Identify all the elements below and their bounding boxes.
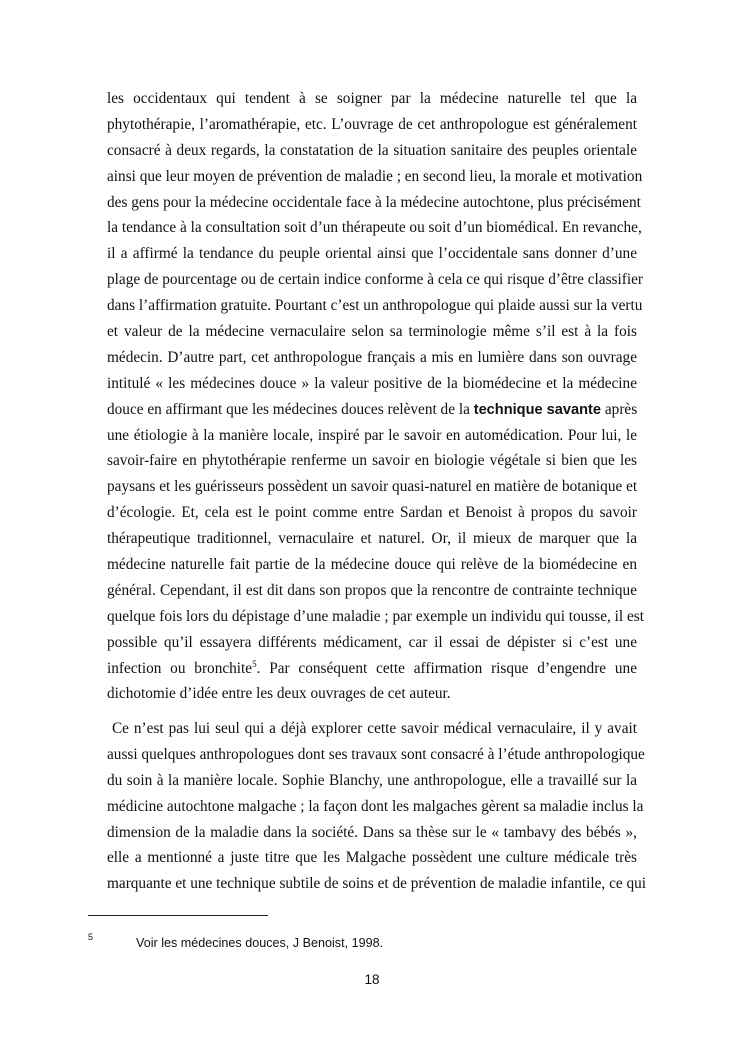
text-line: phytothérapie, l’aromathérapie, etc. L’ouvrage de cet anthropologue est généralement bbox=[107, 115, 637, 133]
text-line: des gens pour la médecine occidentale face à la médecine autochtone, plus précisément bbox=[107, 193, 641, 211]
text-line: une étiologie à la manière locale, inspiré par le savoir en automédication. Pour lui, le bbox=[107, 426, 637, 444]
text-fragment: après bbox=[604, 400, 638, 418]
text-line: Ce n’est pas lui seul qui a déjà explorer cette savoir médical vernaculaire, il y avait bbox=[107, 720, 637, 737]
text-line: médicine autochtone malgache ; la façon dont les malgaches gèrent sa maladie inclus la bbox=[107, 797, 644, 815]
text-line: quelque fois lors du dépistage d’une maladie ; par exemple un individu qui tousse, il est bbox=[107, 607, 644, 625]
text-line: plage de pourcentage ou de certain indice conforme à cela ce qui risque d’être classifier bbox=[107, 271, 643, 289]
text-fragment: douce en affirmant que les médecines douces relèvent de la bbox=[107, 400, 470, 418]
text-line: consacré à deux regards, la constatation de la situation sanitaire des peuples orientale bbox=[107, 141, 637, 159]
text-line: général. Cependant, il est dit dans son propos que la rencontre de contrainte technique bbox=[107, 581, 637, 599]
text-line: marquante et une technique subtile de soins et de prévention de maladie infantile, ce qui bbox=[107, 875, 647, 893]
text-line-with-bold bbox=[107, 397, 637, 423]
footnote-reference[interactable]: 5 bbox=[252, 658, 257, 669]
text-line: savoir-faire en phytothérapie renferme un savoir en biologie végétale si bien que les bbox=[107, 452, 637, 470]
text-line: d’écologie. Et, cela est le point comme entre Sardan et Benoist à propos du savoir bbox=[107, 504, 637, 522]
text-line: et valeur de la médecine vernaculaire selon sa terminologie même s’il est à la fois bbox=[107, 323, 637, 341]
text-line: médecine naturelle fait partie de la médecine douce qui relève de la biomédecine en bbox=[107, 556, 637, 574]
text-line-with-footnote-ref bbox=[107, 656, 637, 682]
paragraph-2 bbox=[107, 716, 647, 897]
text-line: du soin à la manière locale. Sophie Blanchy, une anthropologue, elle a travaillé sur la bbox=[107, 771, 637, 789]
text-line: la tendance à la consultation soit d’un thérapeute ou soit d’un biomédical. En revanche, bbox=[107, 219, 642, 237]
text-line: dichotomie d’idée entre les deux ouvrages de cet auteur. bbox=[107, 685, 451, 703]
page-number: 18 bbox=[364, 972, 380, 987]
text-line: ainsi que leur moyen de prévention de maladie ; en second lieu, la morale et motivation bbox=[107, 167, 643, 185]
text-line: médecin. D’autre part, cet anthropologue français a mis en lumière dans son ouvrage bbox=[107, 348, 637, 366]
footnote-text: Voir les médecines douces, J Benoist, 1998. bbox=[136, 936, 384, 950]
text-line: aussi quelques anthropologues dont ses travaux sont consacré à l’étude anthropologique bbox=[107, 745, 645, 763]
footnote-number: 5 bbox=[88, 932, 94, 942]
footnote-separator bbox=[88, 915, 268, 916]
text-line: les occidentaux qui tendent à se soigner par la médecine naturelle tel que la bbox=[107, 90, 637, 107]
text-fragment: infection ou bronchite bbox=[107, 659, 253, 677]
text-line: dans l’affirmation gratuite. Pourtant c’est un anthropologue qui plaide aussi sur la vertu bbox=[107, 297, 643, 315]
text-line: intitulé « les médecines douce » la valeur positive de la biomédecine et la médecine bbox=[107, 374, 637, 392]
text-line: elle a mentionné a juste titre que les Malgache possèdent une culture médicale très bbox=[107, 849, 637, 867]
text-line: thérapeutique traditionnel, vernaculaire et naturel. Or, il mieux de marquer que la bbox=[107, 530, 637, 548]
text-line: possible qu’il essayera différents médicament, car il essai de dépister si c’est une bbox=[107, 633, 637, 651]
text-line: dimension de la maladie dans la société. Dans sa thèse sur le « tambavy des bébés », bbox=[107, 823, 637, 841]
text-line: paysans et les guérisseurs possèdent un savoir quasi-naturel en matière de botanique et bbox=[107, 478, 638, 496]
text-line: il a affirmé la tendance du peuple oriental ainsi que l’occidentale sans donner d’une bbox=[107, 245, 637, 263]
paragraph-1 bbox=[107, 86, 644, 707]
text-fragment: . Par conséquent cette affirmation risque d’engendre une bbox=[256, 659, 637, 677]
bold-term: technique savante bbox=[473, 401, 602, 418]
